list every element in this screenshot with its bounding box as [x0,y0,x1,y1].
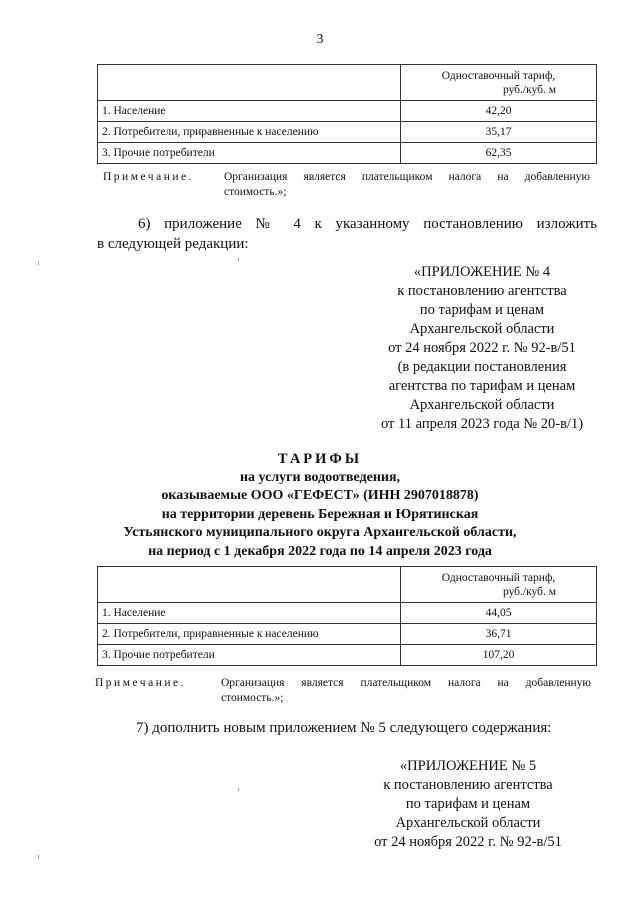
tariff-header-line2: руб./куб. м [502,84,556,96]
table-header-row [98,567,597,603]
table-cell-category: 1. Население [98,603,401,624]
table-cell-value: 107,20 [401,645,597,666]
note-1 [103,170,593,200]
title-heading: ТАРИФЫ [277,451,363,467]
scan-mark [38,855,39,859]
appendix-line: «ПРИЛОЖЕНИЕ № 5 [399,758,537,774]
note-text-line2: стоимость.»; [221,692,284,704]
title-line: на услуги водоотведения, [239,469,401,485]
table-cell-value: 35,17 [401,122,597,143]
appendix-line: по тарифам и ценам [405,796,531,812]
table-cell-category: 1. Население [98,101,401,122]
appendix-line: «ПРИЛОЖЕНИЕ № 4 [413,264,551,280]
paragraph-7 [136,718,596,738]
table-header-row [98,65,597,101]
note-label: Примечание. [95,677,186,689]
table-cell-category: 3. Прочие потребители [98,143,401,164]
table-header-empty [98,567,401,603]
table-cell-value: 42,20 [401,101,597,122]
page-number: 3 [316,32,324,47]
table-cell-category: 2. Потребители, приравненные к населению [98,624,401,645]
paragraph-6 [97,214,597,254]
table-header-tariff [401,65,597,101]
table-row [98,645,597,666]
appendix-line: Архангельской области [409,321,555,337]
appendix-line: по тарифам и ценам [419,302,545,318]
appendix-line: от 24 ноября 2022 г. № 92-в/51 [374,834,562,850]
title-line: Устьянского муниципального округа Архангельской области, [123,525,517,540]
appendix-line: агентства по тарифам и ценам [388,378,576,394]
tariff-table-1 [97,64,597,164]
table-row [98,122,597,143]
tariff-header-line1: Одноставочный тариф, [441,70,556,82]
title-line: оказываемые ООО «ГЕФЕСТ» (ИНН 2907018878) [161,488,479,503]
paragraph-6-line1: 6) приложение № 4 к указанному постановлению изложить [138,216,597,232]
title-line: на территории деревень Бережная и Юрятинская [161,506,479,522]
appendix-line: к постановлению агентства [397,283,567,299]
appendix-line: (в редакции постановления [397,359,567,375]
table-cell-value: 36,71 [401,624,597,645]
note-text-line2: стоимость.»; [224,186,287,198]
table-cell-value: 62,35 [401,143,597,164]
tariff-header-line2: руб./куб. м [502,586,556,598]
table-cell-category: 3. Прочие потребители [98,645,401,666]
tariff-table-2 [97,566,597,666]
table-header-empty [98,65,401,101]
appendix-line: Архангельской области [395,815,541,831]
table-cell-value: 44,05 [401,603,597,624]
note-text-line1: Организация является плательщиком налога на добавленную [221,677,591,689]
scan-mark [38,262,39,265]
note-label: Примечание. [103,171,194,183]
paragraph-6-line2: в следующей редакции: [97,236,249,252]
note-text-line1: Организация является плательщиком налога на добавленную [224,171,590,183]
table-row [98,101,597,122]
appendix-5-heading [338,757,598,852]
scan-mark [238,258,239,261]
paragraph-7-line1: 7) дополнить новым приложением № 5 следующего содержания: [136,720,552,736]
tariffs-title [0,450,640,561]
table-row [98,624,597,645]
appendix-line: Архангельской области [409,397,555,413]
appendix-line: от 24 ноября 2022 г. № 92-в/51 [388,340,576,356]
table-header-tariff [401,567,597,603]
tariff-header-line1: Одноставочный тариф, [441,572,556,584]
appendix-line: к постановлению агентства [383,777,553,793]
scan-mark [238,788,239,791]
table-row [98,603,597,624]
table-row [98,143,597,164]
appendix-line: от 11 апреля 2023 года № 20-в/1) [380,416,584,432]
table-cell-category: 2. Потребители, приравненные к населению [98,122,401,143]
note-2 [95,676,595,706]
title-line: на период с 1 декабря 2022 года по 14 апреля 2023 года [148,543,492,559]
appendix-4-heading [352,263,612,434]
